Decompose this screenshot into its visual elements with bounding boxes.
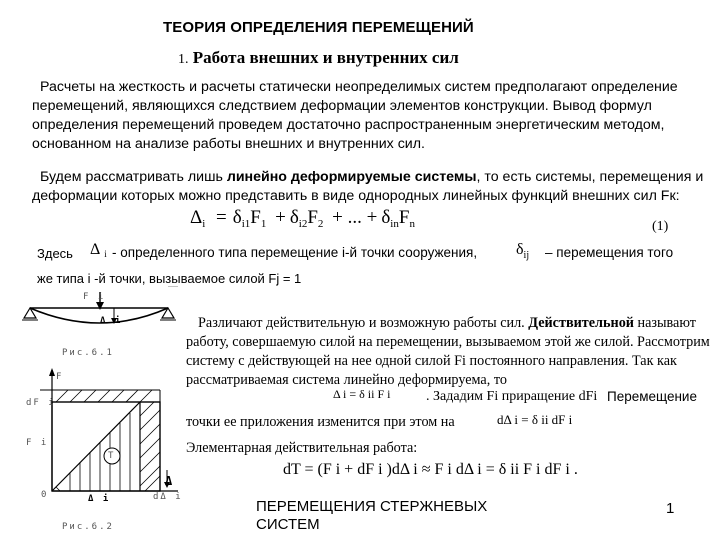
paragraph-intro — [32, 78, 708, 154]
paragraph-work — [186, 314, 710, 390]
where-delta-symbol: Δ — [90, 241, 101, 258]
inline-formula-1: Δ i = δ ii F i — [333, 387, 391, 401]
paragraph-work-before: Различают действительную и возможную работы сил. — [198, 315, 529, 331]
formula-elementary-work: dT = (F i + dF i )dΔ i ≈ F i dΔ i = δ ii F i dF i . — [283, 461, 578, 478]
paragraph-linear-after: , то есть системы, перемещения и деформации которых можно представить в виде однородных линейных функций внешних сил Fк: — [32, 169, 704, 204]
formula-t1-sub: i1 — [241, 218, 251, 230]
formula-number: (1) — [652, 219, 669, 234]
formula-lhs-sub: i — [202, 218, 206, 230]
figure-diagram-Fi: F i — [26, 438, 49, 448]
footer-title: ПЕРЕМЕЩЕНИЯ СТЕРЖНЕВЫХ СИСТЕМ — [256, 498, 488, 533]
figure-diagram-ddelta: dΔ i — [153, 492, 183, 502]
formula-t3-fsub: n — [409, 218, 415, 230]
where-delta — [90, 241, 107, 259]
figure-diagram-zero: 0 — [41, 490, 49, 500]
formula-t1: δ — [232, 207, 242, 228]
formula-plus1: + — [275, 207, 286, 228]
paragraph-work-after: называют работу, совершаемую силой на перемещении, вызываемом этой же силой. Рассмотрим систему с действующей на нее одной силой Fi постоянного направления. Так как рассматриваемая система линейно деформируема, то — [186, 315, 710, 388]
formula-t1-f: F — [250, 207, 261, 228]
section-heading-text: Работа внешних и внутренних сил — [192, 48, 459, 67]
paragraph-linear-before: Будем рассматривать лишь — [40, 169, 227, 185]
figure-diagram-F: F — [56, 372, 64, 382]
formula-displacement — [190, 207, 415, 230]
figure-diagram-caption: Рис.6.2 — [62, 522, 114, 532]
section-number: 1. — [178, 52, 189, 67]
formula-plus2: + ... + — [332, 207, 378, 228]
page-number: 1 — [666, 500, 675, 517]
formula-lhs: Δ — [190, 207, 203, 228]
elementary-work-label: Элементарная действительная работа: — [186, 440, 418, 456]
paragraph-work-after2: . Зададим Fi приращение dFi — [426, 389, 598, 404]
paragraph-work-tail: Перемещение — [607, 389, 697, 404]
formula-t1-fsub: 1 — [260, 218, 267, 230]
where-word: Здесь — [37, 246, 73, 261]
page-title: ТЕОРИЯ ОПРЕДЕЛЕНИЯ ПЕРЕМЕЩЕНИЙ — [163, 19, 474, 36]
figure-beam-delta: Δ i — [100, 316, 123, 326]
where-line2: же типа i -й точки, вызываемое силой Fj = 1 — [37, 271, 302, 286]
paragraph-intro-text: Расчеты на жесткость и расчеты статически неопределимых систем предполагают определение перемещений, являющихся следствием деформации элементов конструкции. Вывод формул определения перемещений проведем достаточно распространенным энергетическим методом, основанном на анализе работы внешних и внутренних сил. — [32, 79, 678, 152]
figure-beam-caption: Рис.6.1 — [62, 348, 114, 358]
figure-diagram-T: T — [108, 451, 116, 461]
figure-diagram-axis: Δ — [165, 474, 175, 488]
where-delta2-symbol: δ — [516, 241, 524, 258]
formula-t2-f: F — [307, 207, 318, 228]
where-delta2-sub: ij — [523, 250, 530, 261]
inline-formula-2: dΔ i = δ ii dF i — [497, 412, 573, 427]
paragraph-work-bold: Действительной — [528, 315, 634, 331]
section-heading — [178, 48, 459, 68]
formula-t3: δ — [381, 207, 391, 228]
formula-t3-sub: in — [390, 218, 399, 230]
formula-equals: = — [216, 207, 227, 228]
where-text2: – перемещения того — [545, 245, 674, 260]
figure-diagram-dF: dF i — [26, 398, 56, 408]
paragraph-linear — [32, 168, 708, 206]
formula-t2-fsub: 2 — [317, 218, 324, 230]
formula-t2: δ — [289, 207, 299, 228]
formula-t3-f: F — [398, 207, 410, 228]
paragraph-work-lastline: точки ее приложения изменится при этом на — [186, 414, 455, 430]
figure-diagram-delta: Δ i — [88, 494, 111, 504]
where-text1: - определенного типа перемещение i-й точки сооружения, — [112, 245, 478, 260]
figure-beam-force: F i — [83, 292, 106, 302]
paragraph-linear-bold: линейно деформируемые системы — [226, 169, 477, 185]
formula-t2-sub: i2 — [298, 218, 308, 230]
where-delta2 — [516, 241, 529, 261]
where-delta-sub: i — [104, 249, 107, 259]
